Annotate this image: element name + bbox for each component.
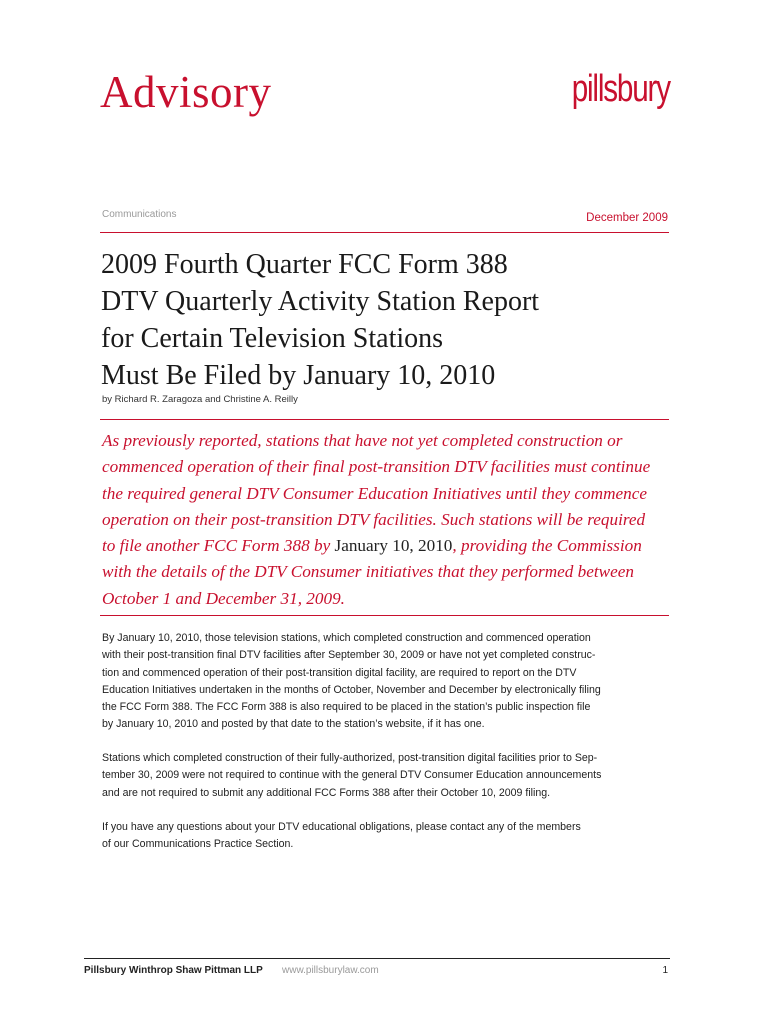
- page-number: 1: [662, 965, 668, 976]
- lead-bottom-divider: [100, 615, 669, 616]
- byline: by Richard R. Zaragoza and Christine A. Reilly: [102, 394, 298, 405]
- lead-deadline-date: January 10, 2010: [334, 536, 453, 556]
- practice-area-label: Communications: [102, 209, 177, 220]
- lead-line: [102, 533, 677, 559]
- lead-text: to file another FCC Form 388 by: [102, 536, 335, 556]
- body-paragraph-1: [102, 630, 672, 734]
- body-line: Education Initiatives undertaken in the months of October, November and December by electronically filing: [102, 683, 601, 696]
- body-line: tion and commenced operation of their post-transition digital facility, are required to report on the DTV: [102, 666, 577, 679]
- lead-line: operation on their post-transition DTV facilities. Such stations will be required: [102, 509, 646, 529]
- title-line: Must Be Filed by January 10, 2010: [101, 360, 496, 391]
- body-line: of our Communications Practice Section.: [102, 838, 294, 851]
- footer-website-link[interactable]: www.pillsburylaw.com: [282, 965, 379, 976]
- body-line: tember 30, 2009 were not required to continue with the general DTV Consumer Education announcements: [102, 769, 602, 782]
- body-line: By January 10, 2010, those television stations, which completed construction and commenced operation: [102, 632, 591, 644]
- footer-firm-name: Pillsbury Winthrop Shaw Pittman LLP: [84, 965, 263, 976]
- lead-line: commenced operation of their final post-transition DTV facilities must continue: [102, 457, 651, 477]
- body-paragraph-3: [102, 819, 672, 854]
- pillsbury-logo: pillsbury: [571, 68, 670, 110]
- footer-divider: [84, 958, 670, 959]
- body-line: Stations which completed construction of their fully-authorized, post-transition digital facilities prior to Sep-: [102, 752, 598, 764]
- title-line: 2009 Fourth Quarter FCC Form 388: [101, 249, 508, 280]
- title-line: for Certain Television Stations: [101, 323, 444, 354]
- lead-top-divider: [100, 419, 669, 420]
- body-line: by January 10, 2010 and posted by that date to the station’s website, if it has one.: [102, 718, 485, 731]
- body-line: with their post-transition final DTV facilities after September 30, 2009 or have not yet completed construc-: [102, 649, 596, 662]
- body-line: the FCC Form 388. The FCC Form 388 is also required to be placed in the station’s public inspection file: [102, 701, 591, 714]
- body-line: and are not required to submit any additional FCC Forms 388 after their October 10, 2009 filing.: [102, 786, 551, 799]
- lead-line: As previously reported, stations that have not yet completed construction or: [102, 431, 623, 450]
- lead-line: with the details of the DTV Consumer initiatives that they performed between: [102, 562, 634, 582]
- lead-paragraph: [102, 428, 677, 612]
- lead-line: October 1 and December 31, 2009.: [102, 588, 345, 608]
- lead-line: the required general DTV Consumer Education Initiatives until they commence: [102, 483, 647, 503]
- lead-text: , providing the Commission: [452, 536, 642, 556]
- publication-date: December 2009: [586, 212, 668, 224]
- body-line: If you have any questions about your DTV educational obligations, please contact any of the members: [102, 821, 581, 833]
- header-divider: [100, 232, 669, 233]
- title-line: DTV Quarterly Activity Station Report: [101, 286, 540, 317]
- body-paragraph-2: [102, 750, 672, 802]
- series-title: Advisory: [100, 67, 272, 117]
- article-title: [101, 246, 670, 394]
